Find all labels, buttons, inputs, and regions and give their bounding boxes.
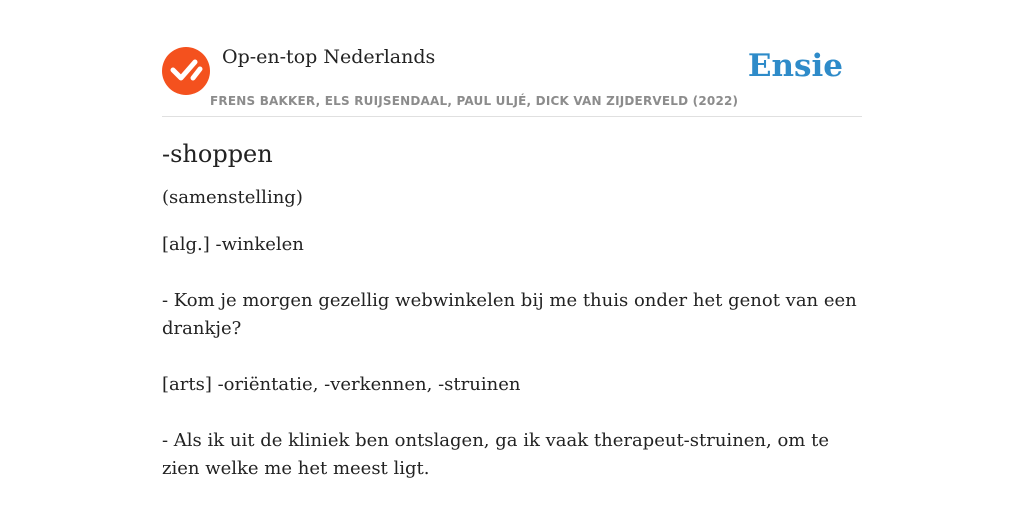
checkmark-badge-icon (162, 47, 210, 95)
entry-paragraph: [arts] -oriëntatie, -verkennen, -struinen (162, 374, 521, 395)
source-header (162, 44, 862, 117)
entry-content (162, 136, 862, 511)
entry-word-class: (samenstelling) (162, 187, 303, 208)
entry-example: - Als ik uit de kliniek ben ontslagen, ga ik vaak therapeut-struinen, om te zien welke me het meest ligt. (162, 430, 829, 479)
entry-paragraph: [alg.] -winkelen (162, 234, 304, 255)
source-title[interactable]: Op-en-top Nederlands (222, 46, 436, 68)
source-authors: FRENS BAKKER, ELS RUIJSENDAAL, PAUL ULJÉ, DICK VAN ZIJDERVELD (2022) (210, 94, 739, 108)
entry-example: - Kom je morgen gezellig webwinkelen bij me thuis onder het genot van een drankje? (162, 290, 857, 339)
ensie-logo-link[interactable]: Ensie (747, 48, 843, 84)
entry-headword: -shoppen (162, 140, 273, 168)
